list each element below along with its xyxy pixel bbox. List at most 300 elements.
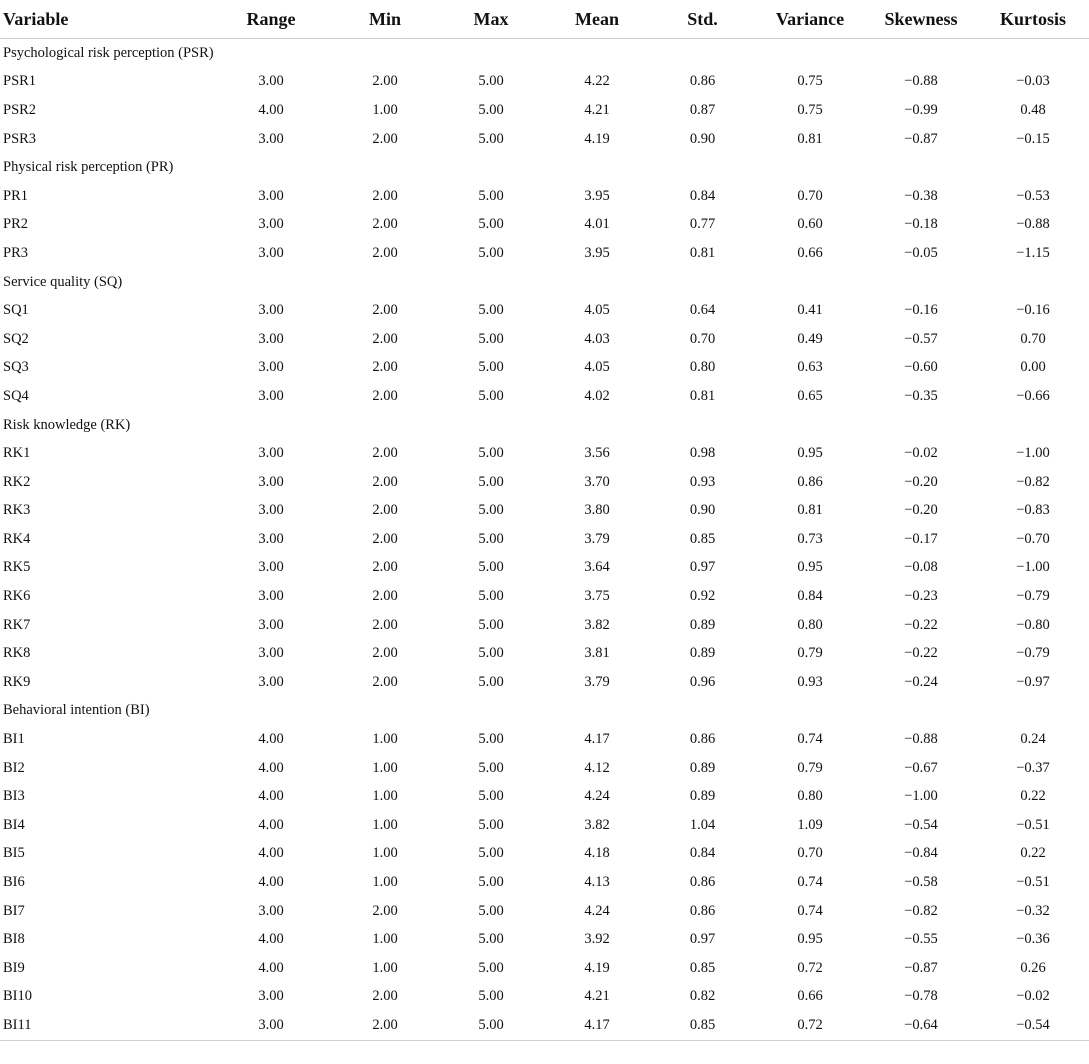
cell-range: 4.00: [258, 845, 284, 862]
table-row: [0, 582, 1089, 611]
cell-min: 2.00: [372, 130, 398, 147]
group-header-row: [0, 411, 1089, 440]
cell-variance: 0.75: [797, 73, 823, 90]
cell-max: 5.00: [478, 130, 504, 147]
cell-std: 0.82: [689, 988, 716, 1005]
cell-mean: 4.13: [584, 874, 610, 891]
cell-variable: BI8: [3, 931, 25, 948]
cell-variable: BI11: [0, 1011, 210, 1040]
table-row: [0, 868, 1089, 897]
table-row: [0, 497, 1089, 526]
cell-range: 4.00: [258, 731, 284, 748]
cell-mean: 4.12: [584, 759, 610, 776]
cell-max: 5.00: [478, 330, 504, 347]
cell-std: 0.77: [689, 216, 716, 233]
cell-mean: 4.19: [584, 959, 610, 976]
cell-variance: 0.49: [797, 330, 823, 347]
table-row: [0, 354, 1089, 383]
cell-mean: 3.70: [584, 473, 610, 490]
cell-max: 5.00: [478, 988, 504, 1005]
cell-mean: 3.56: [584, 445, 610, 462]
cell-mean: 4.24: [584, 788, 610, 805]
table-row: [0, 639, 1089, 668]
cell-std: 0.84: [689, 845, 716, 862]
cell-skewness: −0.57: [904, 330, 938, 347]
cell-std: 0.86: [689, 874, 716, 891]
cell-max: 5.00: [478, 530, 504, 547]
cell-min: 2.00: [372, 73, 398, 90]
cell-range: 3.00: [258, 359, 284, 376]
cell-range: 3.00: [258, 330, 284, 347]
cell-variable: PR1: [3, 187, 28, 204]
cell-max: 5.00: [478, 816, 504, 833]
cell-skewness: −0.22: [904, 645, 938, 662]
cell-mean: 3.80: [584, 502, 610, 519]
cell-variable: RK8: [3, 645, 31, 662]
cell-range: 4.00: [258, 816, 284, 833]
cell-variance: 0.65: [797, 387, 823, 404]
cell-variable: BI5: [3, 845, 25, 862]
cell-variance: 0.70: [797, 845, 823, 862]
cell-min: 2.00: [372, 302, 398, 319]
cell-std: 0.89: [689, 645, 716, 662]
cell-range: 3.00: [258, 559, 284, 576]
cell-mean: 4.21: [584, 988, 610, 1005]
cell-skewness: −0.88: [904, 731, 938, 748]
cell-skewness: −0.99: [904, 101, 938, 118]
cell-skewness: −0.55: [904, 931, 938, 948]
cell-min: 2.00: [372, 330, 398, 347]
group-label: Physical risk perception (PR): [3, 159, 174, 176]
cell-std: 0.98: [689, 445, 716, 462]
cell-mean: 4.21: [584, 101, 610, 118]
cell-kurtosis: −0.83: [1016, 502, 1050, 519]
cell-kurtosis: −0.79: [1016, 588, 1050, 605]
cell-mean: 3.95: [584, 187, 610, 204]
cell-skewness: −0.82: [904, 902, 938, 919]
cell-range: 3.00: [258, 616, 284, 633]
cell-kurtosis: 0.70: [1020, 330, 1046, 347]
cell-max: 5.00: [478, 902, 504, 919]
cell-range: 3.00: [258, 645, 284, 662]
cell-skewness: −0.67: [904, 759, 938, 776]
cell-variable: RK7: [3, 616, 31, 633]
table-row: [0, 211, 1089, 240]
table-row: [0, 983, 1089, 1012]
cell-max: 5.00: [478, 502, 504, 519]
table-row: [0, 382, 1089, 411]
cell-skewness: −0.64: [865, 1011, 977, 1040]
cell-kurtosis: −0.79: [1016, 645, 1050, 662]
cell-variable: BI9: [3, 959, 25, 976]
cell-variance: 0.95: [797, 445, 823, 462]
cell-max: 5.00: [478, 244, 504, 261]
cell-min: 2.00: [372, 530, 398, 547]
cell-variance: 0.75: [797, 101, 823, 118]
cell-kurtosis: 0.48: [1020, 101, 1046, 118]
cell-min: 2.00: [372, 645, 398, 662]
cell-min: 1.00: [372, 788, 398, 805]
cell-kurtosis: −0.32: [1016, 902, 1050, 919]
cell-min: 2.00: [372, 387, 398, 404]
cell-min: 1.00: [372, 959, 398, 976]
cell-std: 0.81: [689, 387, 716, 404]
cell-mean: 4.17: [584, 731, 610, 748]
cell-max: 5.00: [478, 359, 504, 376]
table-row: [0, 96, 1089, 125]
column-header-variable: Variable: [0, 0, 210, 39]
cell-min: 1.00: [372, 731, 398, 748]
cell-kurtosis: −1.00: [1016, 445, 1050, 462]
cell-max: 5.00: [478, 731, 504, 748]
cell-variance: 0.86: [797, 473, 823, 490]
cell-range: 4.00: [258, 788, 284, 805]
cell-variable: BI6: [3, 874, 25, 891]
cell-variance: 0.73: [797, 530, 823, 547]
group-header-row: [0, 697, 1089, 726]
group-label: Risk knowledge (RK): [3, 416, 131, 433]
cell-mean: 3.82: [584, 816, 610, 833]
cell-kurtosis: 0.00: [1020, 359, 1046, 376]
cell-variance: 0.70: [797, 187, 823, 204]
cell-max: 5.00: [478, 874, 504, 891]
cell-kurtosis: −1.00: [1016, 559, 1050, 576]
table-row: [0, 525, 1089, 554]
cell-variable: BI7: [3, 902, 25, 919]
cell-variance: 0.81: [797, 130, 823, 147]
cell-variable: PR2: [3, 216, 28, 233]
cell-kurtosis: 0.22: [1020, 845, 1046, 862]
cell-kurtosis: −0.82: [1016, 473, 1050, 490]
cell-kurtosis: −0.36: [1016, 931, 1050, 948]
cell-variance: 0.72: [797, 959, 823, 976]
group-label: Service quality (SQ): [3, 273, 123, 290]
cell-kurtosis: −0.97: [1016, 673, 1050, 690]
cell-min: 1.00: [372, 874, 398, 891]
table-row: [0, 611, 1089, 640]
column-header-range: Range: [210, 0, 332, 39]
cell-range: 3.00: [258, 502, 284, 519]
group-label: Psychological risk perception (PSR): [3, 44, 214, 61]
cell-range: 4.00: [258, 874, 284, 891]
cell-min: 2.00: [372, 902, 398, 919]
cell-min: 2.00: [332, 1011, 438, 1040]
table-row: [0, 668, 1089, 697]
cell-range: 3.00: [258, 988, 284, 1005]
cell-min: 2.00: [372, 473, 398, 490]
cell-mean: 3.79: [584, 530, 610, 547]
cell-mean: 3.75: [584, 588, 610, 605]
cell-variance: 0.74: [797, 731, 823, 748]
cell-variance: 0.95: [797, 931, 823, 948]
cell-min: 2.00: [372, 588, 398, 605]
cell-range: 3.00: [258, 902, 284, 919]
cell-variable: BI3: [3, 788, 25, 805]
cell-variance: 0.41: [797, 302, 823, 319]
cell-kurtosis: 0.22: [1020, 788, 1046, 805]
table-row: [0, 840, 1089, 869]
cell-range: 3.00: [258, 473, 284, 490]
cell-std: 0.89: [689, 759, 716, 776]
cell-min: 2.00: [372, 445, 398, 462]
cell-variable: SQ1: [3, 302, 29, 319]
cell-mean: 4.03: [584, 330, 610, 347]
cell-max: 5.00: [478, 931, 504, 948]
table-row: [0, 954, 1089, 983]
table-body: [0, 39, 1089, 1041]
cell-variable: BI10: [3, 988, 32, 1005]
cell-skewness: −0.05: [904, 244, 938, 261]
cell-min: 2.00: [372, 502, 398, 519]
cell-std: 0.86: [689, 731, 716, 748]
cell-std: 0.84: [689, 187, 716, 204]
cell-mean: 4.05: [584, 302, 610, 319]
cell-max: 5.00: [478, 387, 504, 404]
cell-min: 2.00: [372, 988, 398, 1005]
cell-range: 3.00: [258, 387, 284, 404]
cell-kurtosis: −0.66: [1016, 387, 1050, 404]
cell-skewness: −0.20: [904, 473, 938, 490]
cell-mean: 4.22: [584, 73, 610, 90]
cell-kurtosis: −0.88: [1016, 216, 1050, 233]
cell-skewness: −0.16: [904, 302, 938, 319]
cell-variable: BI1: [3, 731, 25, 748]
cell-variable: PR3: [3, 244, 28, 261]
cell-variance: 1.09: [797, 816, 823, 833]
cell-range: 3.00: [258, 73, 284, 90]
cell-max: 5.00: [478, 673, 504, 690]
column-header-variance: Variance: [755, 0, 865, 39]
cell-mean: 4.17: [544, 1011, 650, 1040]
cell-min: 1.00: [372, 759, 398, 776]
table-row: [0, 296, 1089, 325]
cell-kurtosis: −0.51: [1016, 816, 1050, 833]
cell-range: 3.00: [258, 530, 284, 547]
cell-variable: RK4: [3, 530, 31, 547]
cell-std: 0.80: [689, 359, 716, 376]
cell-mean: 4.05: [584, 359, 610, 376]
cell-range: 4.00: [258, 101, 284, 118]
table-row: [0, 468, 1089, 497]
cell-skewness: −0.23: [904, 588, 938, 605]
cell-kurtosis: −0.80: [1016, 616, 1050, 633]
cell-max: 5.00: [478, 588, 504, 605]
cell-mean: 4.01: [584, 216, 610, 233]
cell-mean: 3.92: [584, 931, 610, 948]
cell-range: 3.00: [258, 302, 284, 319]
cell-range: 3.00: [210, 1011, 332, 1040]
cell-variance: 0.95: [797, 559, 823, 576]
table-header-row: [0, 0, 1089, 39]
cell-max: 5.00: [478, 559, 504, 576]
cell-variable: RK2: [3, 473, 31, 490]
cell-variable: SQ3: [3, 359, 29, 376]
cell-min: 2.00: [372, 187, 398, 204]
cell-max: 5.00: [478, 845, 504, 862]
table-row: [0, 68, 1089, 97]
cell-variable: PSR3: [3, 130, 37, 147]
cell-variance: 0.84: [797, 588, 823, 605]
cell-mean: 3.95: [584, 244, 610, 261]
column-header-std: Std.: [650, 0, 755, 39]
cell-skewness: −0.02: [904, 445, 938, 462]
cell-min: 2.00: [372, 673, 398, 690]
cell-variance: 0.60: [797, 216, 823, 233]
cell-max: 5.00: [478, 759, 504, 776]
group-header-row: [0, 153, 1089, 182]
cell-kurtosis: 0.26: [1020, 959, 1046, 976]
cell-variable: RK9: [3, 673, 31, 690]
group-header-row: [0, 39, 1089, 68]
cell-min: 1.00: [372, 101, 398, 118]
cell-variance: 0.63: [797, 359, 823, 376]
cell-variance: 0.74: [797, 902, 823, 919]
cell-skewness: −0.84: [904, 845, 938, 862]
cell-min: 2.00: [372, 216, 398, 233]
cell-mean: 3.79: [584, 673, 610, 690]
cell-mean: 4.24: [584, 902, 610, 919]
cell-std: 0.97: [689, 559, 716, 576]
cell-skewness: −0.08: [904, 559, 938, 576]
cell-range: 3.00: [258, 187, 284, 204]
cell-std: 0.64: [689, 302, 716, 319]
cell-std: 0.92: [689, 588, 716, 605]
table-row: [0, 1011, 1089, 1040]
cell-range: 3.00: [258, 130, 284, 147]
cell-mean: 4.19: [584, 130, 610, 147]
cell-mean: 4.02: [584, 387, 610, 404]
cell-std: 0.97: [689, 931, 716, 948]
cell-min: 1.00: [372, 816, 398, 833]
cell-variance: 0.66: [797, 988, 823, 1005]
cell-kurtosis: −0.15: [1016, 130, 1050, 147]
cell-mean: 3.81: [584, 645, 610, 662]
table-row: [0, 125, 1089, 154]
cell-std: 0.96: [689, 673, 716, 690]
column-header-kurtosis: Kurtosis: [977, 0, 1089, 39]
cell-kurtosis: −0.02: [1016, 988, 1050, 1005]
table-row: [0, 897, 1089, 926]
column-header-min: Min: [332, 0, 438, 39]
cell-max: 5.00: [478, 302, 504, 319]
cell-max: 5.00: [478, 959, 504, 976]
table-row: [0, 811, 1089, 840]
cell-kurtosis: −0.03: [1016, 73, 1050, 90]
cell-std: 0.85: [650, 1011, 755, 1040]
cell-variable: BI4: [3, 816, 25, 833]
cell-std: 0.90: [689, 130, 716, 147]
table-row: [0, 554, 1089, 583]
table-row: [0, 239, 1089, 268]
cell-min: 1.00: [372, 931, 398, 948]
cell-range: 4.00: [258, 931, 284, 948]
column-header-mean: Mean: [544, 0, 650, 39]
cell-variance: 0.79: [797, 645, 823, 662]
cell-max: 5.00: [478, 616, 504, 633]
cell-kurtosis: −0.37: [1016, 759, 1050, 776]
cell-skewness: −0.88: [904, 73, 938, 90]
cell-skewness: −0.54: [904, 816, 938, 833]
cell-skewness: −0.60: [904, 359, 938, 376]
table-row: [0, 782, 1089, 811]
cell-kurtosis: 0.24: [1020, 731, 1046, 748]
cell-std: 0.89: [689, 788, 716, 805]
cell-variable: SQ2: [3, 330, 29, 347]
cell-range: 4.00: [258, 959, 284, 976]
cell-max: 5.00: [478, 216, 504, 233]
cell-skewness: −0.58: [904, 874, 938, 891]
group-label: Behavioral intention (BI): [3, 702, 150, 719]
cell-kurtosis: −1.15: [1016, 244, 1050, 261]
cell-range: 3.00: [258, 244, 284, 261]
cell-variable: RK3: [3, 502, 31, 519]
cell-variable: RK1: [3, 445, 31, 462]
table-row: [0, 925, 1089, 954]
cell-variance: 0.80: [797, 788, 823, 805]
column-header-max: Max: [438, 0, 544, 39]
cell-std: 1.04: [689, 816, 716, 833]
cell-max: 5.00: [478, 445, 504, 462]
cell-mean: 3.64: [584, 559, 610, 576]
cell-skewness: −0.24: [904, 673, 938, 690]
cell-variance: 0.93: [797, 673, 823, 690]
cell-min: 2.00: [372, 559, 398, 576]
cell-std: 0.86: [689, 73, 716, 90]
cell-std: 0.85: [689, 959, 716, 976]
cell-max: 5.00: [478, 473, 504, 490]
cell-range: 3.00: [258, 445, 284, 462]
cell-skewness: −1.00: [904, 788, 938, 805]
cell-variance: 0.72: [755, 1011, 865, 1040]
cell-variance: 0.66: [797, 244, 823, 261]
cell-skewness: −0.20: [904, 502, 938, 519]
cell-range: 4.00: [258, 759, 284, 776]
cell-variable: BI2: [3, 759, 25, 776]
cell-std: 0.87: [689, 101, 716, 118]
cell-min: 2.00: [372, 616, 398, 633]
cell-min: 2.00: [372, 359, 398, 376]
cell-skewness: −0.35: [904, 387, 938, 404]
cell-std: 0.93: [689, 473, 716, 490]
cell-max: 5.00: [478, 788, 504, 805]
cell-kurtosis: −0.53: [1016, 187, 1050, 204]
cell-variance: 0.81: [797, 502, 823, 519]
cell-range: 3.00: [258, 588, 284, 605]
column-header-skewness: Skewness: [865, 0, 977, 39]
cell-variable: PSR2: [3, 101, 37, 118]
table-row: [0, 325, 1089, 354]
cell-variable: PSR1: [3, 73, 37, 90]
cell-range: 3.00: [258, 216, 284, 233]
cell-skewness: −0.22: [904, 616, 938, 633]
group-header-row: [0, 268, 1089, 297]
cell-max: 5.00: [438, 1011, 544, 1040]
cell-range: 3.00: [258, 673, 284, 690]
cell-kurtosis: −0.54: [977, 1011, 1089, 1040]
cell-std: 0.90: [689, 502, 716, 519]
cell-kurtosis: −0.16: [1016, 302, 1050, 319]
table-row: [0, 439, 1089, 468]
cell-skewness: −0.17: [904, 530, 938, 547]
cell-std: 0.89: [689, 616, 716, 633]
cell-kurtosis: −0.70: [1016, 530, 1050, 547]
cell-variable: RK6: [3, 588, 31, 605]
cell-skewness: −0.78: [904, 988, 938, 1005]
cell-variable: SQ4: [3, 387, 29, 404]
cell-max: 5.00: [478, 645, 504, 662]
cell-mean: 4.18: [584, 845, 610, 862]
cell-skewness: −0.87: [904, 130, 938, 147]
